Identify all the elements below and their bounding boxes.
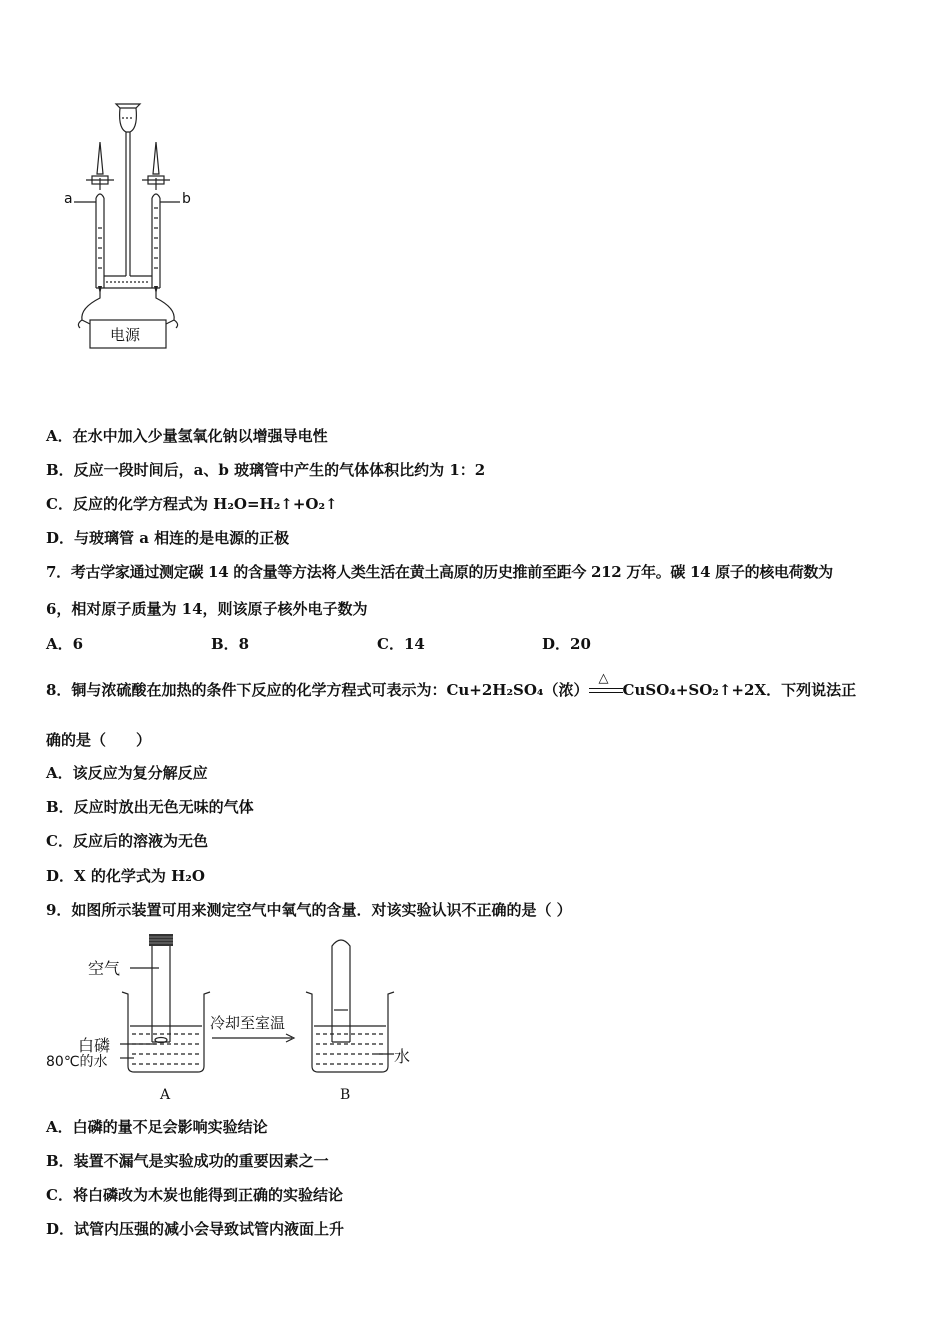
- q8-option-a: A．该反应为复分解反应: [46, 764, 208, 782]
- hot-water-label: 80℃的水: [46, 1054, 108, 1070]
- q8-stem-line2: 确的是（ ）: [46, 731, 152, 749]
- q6-option-b: B．反应一段时间后，a、b 玻璃管中产生的气体体积比约为 1：2: [46, 461, 486, 479]
- q9-option-b: B．装置不漏气是实验成功的重要因素之一: [46, 1152, 329, 1170]
- tube-a-label: a: [64, 191, 73, 207]
- q6-option-c: C．反应的化学方程式为 H₂O=H₂↑+O₂↑: [46, 495, 338, 513]
- q9-option-c: C．将白磷改为木炭也能得到正确的实验结论: [46, 1186, 343, 1204]
- q7-option-c: C．14: [377, 635, 425, 653]
- q8-option-c: C．反应后的溶液为无色: [46, 832, 208, 850]
- figure-caption-a: A: [160, 1087, 171, 1103]
- cool-to-room-temp-label: 冷却至室温: [210, 1014, 286, 1032]
- electrolysis-figure: [60, 98, 200, 354]
- figure-caption-b: B: [340, 1087, 351, 1103]
- q6-option-a: A．在水中加入少量氢氧化钠以增强导电性: [46, 427, 328, 445]
- tube-b-label: b: [182, 191, 191, 207]
- q9-stem: 9．如图所示装置可用来测定空气中氧气的含量．对该实验认识不正确的是（ ）: [46, 901, 572, 919]
- electrolysis-apparatus-drawing: [60, 98, 200, 354]
- q7-option-d: D．20: [542, 635, 591, 653]
- q8-stem-part1: 8．铜与浓硫酸在加热的条件下反应的化学方程式可表示为：Cu+2H₂SO₄（浓）: [46, 681, 589, 699]
- q7-option-a: A．6: [46, 635, 84, 653]
- q7-option-b: B．8: [211, 635, 250, 653]
- q7-stem-line2: 6，相对原子质量为 14，则该原子核外电子数为: [46, 600, 368, 618]
- heat-symbol: △: [598, 671, 609, 686]
- q7-stem-line1: 7．考古学家通过测定碳 14 的含量等方法将人类生活在黄土高原的历史推前至距今 212 万年。碳 14 原子的核电荷数为: [46, 563, 833, 581]
- white-phosphorus-label: 白磷: [78, 1036, 111, 1055]
- q8-option-b: B．反应时放出无色无味的气体: [46, 798, 254, 816]
- q8-option-d: D．X 的化学式为 H₂O: [46, 867, 205, 885]
- air-label: 空气: [88, 959, 121, 978]
- q8-stem-line1: [46, 671, 857, 701]
- q9-option-a: A．白磷的量不足会影响实验结论: [46, 1118, 268, 1136]
- q8-stem-part2: CuSO₄+SO₂↑+2X．下列说法正: [622, 681, 857, 699]
- q6-option-d: D．与玻璃管 a 相连的是电源的正极: [46, 529, 290, 547]
- oxygen-experiment-figure: [44, 930, 424, 1110]
- heat-condition-mark: [589, 671, 623, 701]
- q9-option-d: D．试管内压强的减小会导致试管内液面上升: [46, 1220, 345, 1238]
- power-source-label: 电源: [110, 326, 141, 344]
- water-label: 水: [394, 1047, 411, 1066]
